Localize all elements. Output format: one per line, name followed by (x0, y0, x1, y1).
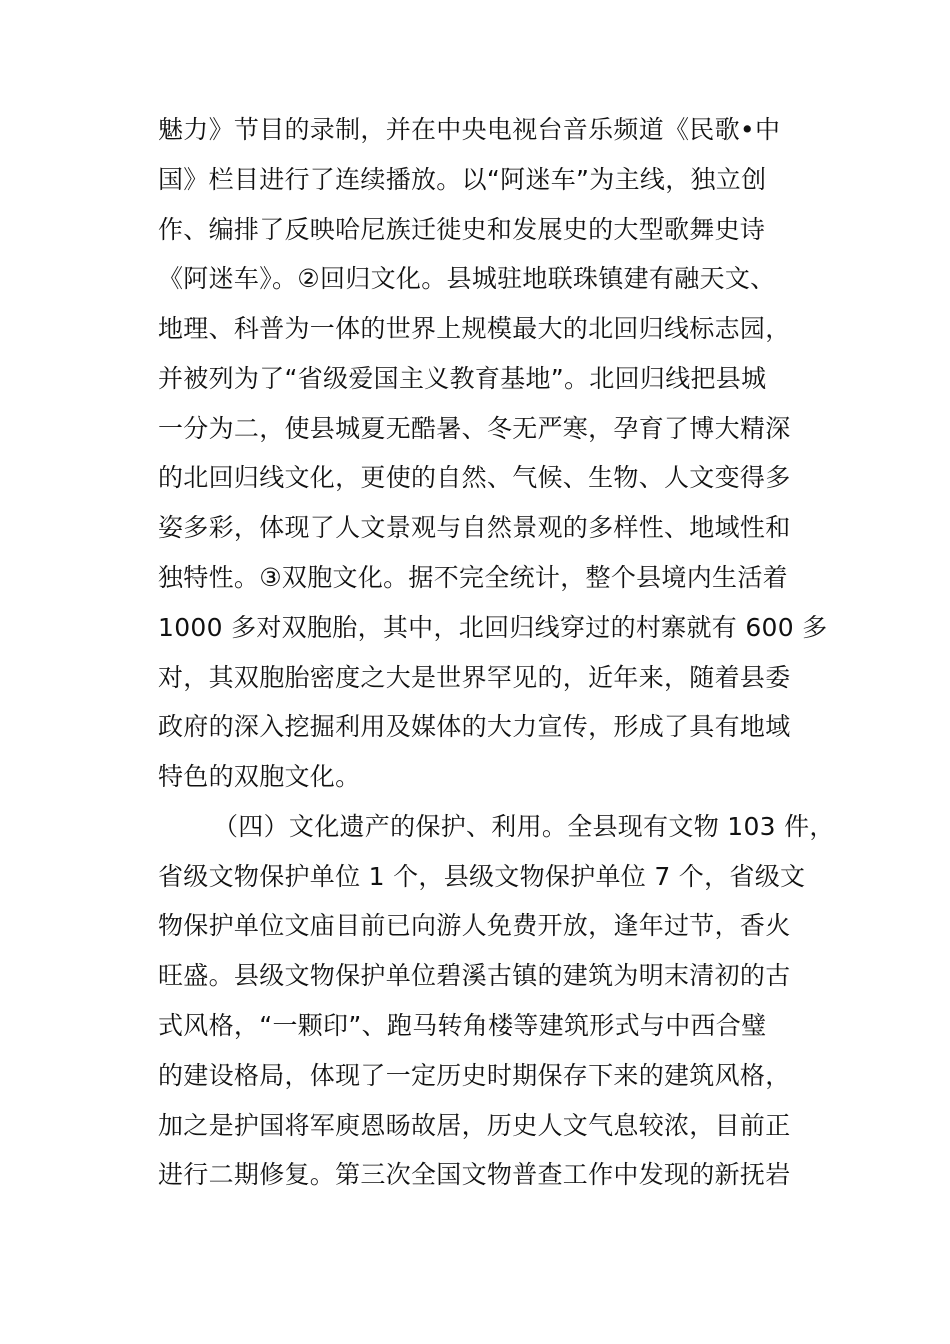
text-line: 1000 多对双胞胎，其中，北回归线穿过的村寨就有 600 多 (158, 613, 828, 642)
text-line: 国》栏目进行了连续播放。以“阿迷车”为主线，独立创 (158, 165, 767, 194)
text-line: 地理、科普为一体的世界上规模最大的北回归线标志园， (158, 314, 791, 343)
text-line: 对，其双胞胎密度之大是世界罕见的，近年来，随着县委 (158, 663, 791, 692)
section-heading-line: （四）文化遗产的保护、利用。全县现有文物 103 件， (213, 812, 835, 841)
text-line: 独特性。③双胞文化。据不完全统计，整个县境内生活着 (158, 563, 788, 592)
text-line: 式风格，“一颗印”、跑马转角楼等建筑形式与中西合璧 (158, 1011, 767, 1040)
text-line: 并被列为了“省级爱国主义教育基地”。北回归线把县城 (158, 364, 767, 393)
text-line: 的北回归线文化，更使的自然、气候、生物、人文变得多 (158, 463, 791, 492)
text-line: 《阿迷车》。②回归文化。县城驻地联珠镇建有融天文、 (158, 264, 776, 293)
text-line: 省级文物保护单位 1 个，县级文物保护单位 7 个，省级文 (158, 862, 806, 891)
text-line: 的建设格局，体现了一定历史时期保存下来的建筑风格， (158, 1061, 791, 1090)
text-line: 政府的深入挖掘利用及媒体的大力宣传，形成了具有地域 (158, 712, 791, 741)
text-line: 特色的双胞文化。 (158, 762, 361, 791)
text-line: 物保护单位文庙目前已向游人免费开放，逢年过节，香火 (158, 911, 791, 940)
text-line: 进行二期修复。第三次全国文物普查工作中发现的新抚岩 (158, 1160, 791, 1189)
text-line: 姿多彩，体现了人文景观与自然景观的多样性、地域性和 (158, 513, 791, 542)
text-line: 作、编排了反映哈尼族迁徙史和发展史的大型歌舞史诗 (158, 215, 766, 244)
text-line: 魅力》节目的录制，并在中央电视台音乐频道《民歌•中 (158, 115, 781, 144)
text-line: 一分为二，使县城夏无酷暑、冬无严寒，孕育了博大精深 (158, 414, 791, 443)
text-line: 旺盛。县级文物保护单位碧溪古镇的建筑为明末清初的古 (158, 961, 791, 990)
text-line: 加之是护国将军庾恩旸故居，历史人文气息较浓，目前正 (158, 1111, 791, 1140)
